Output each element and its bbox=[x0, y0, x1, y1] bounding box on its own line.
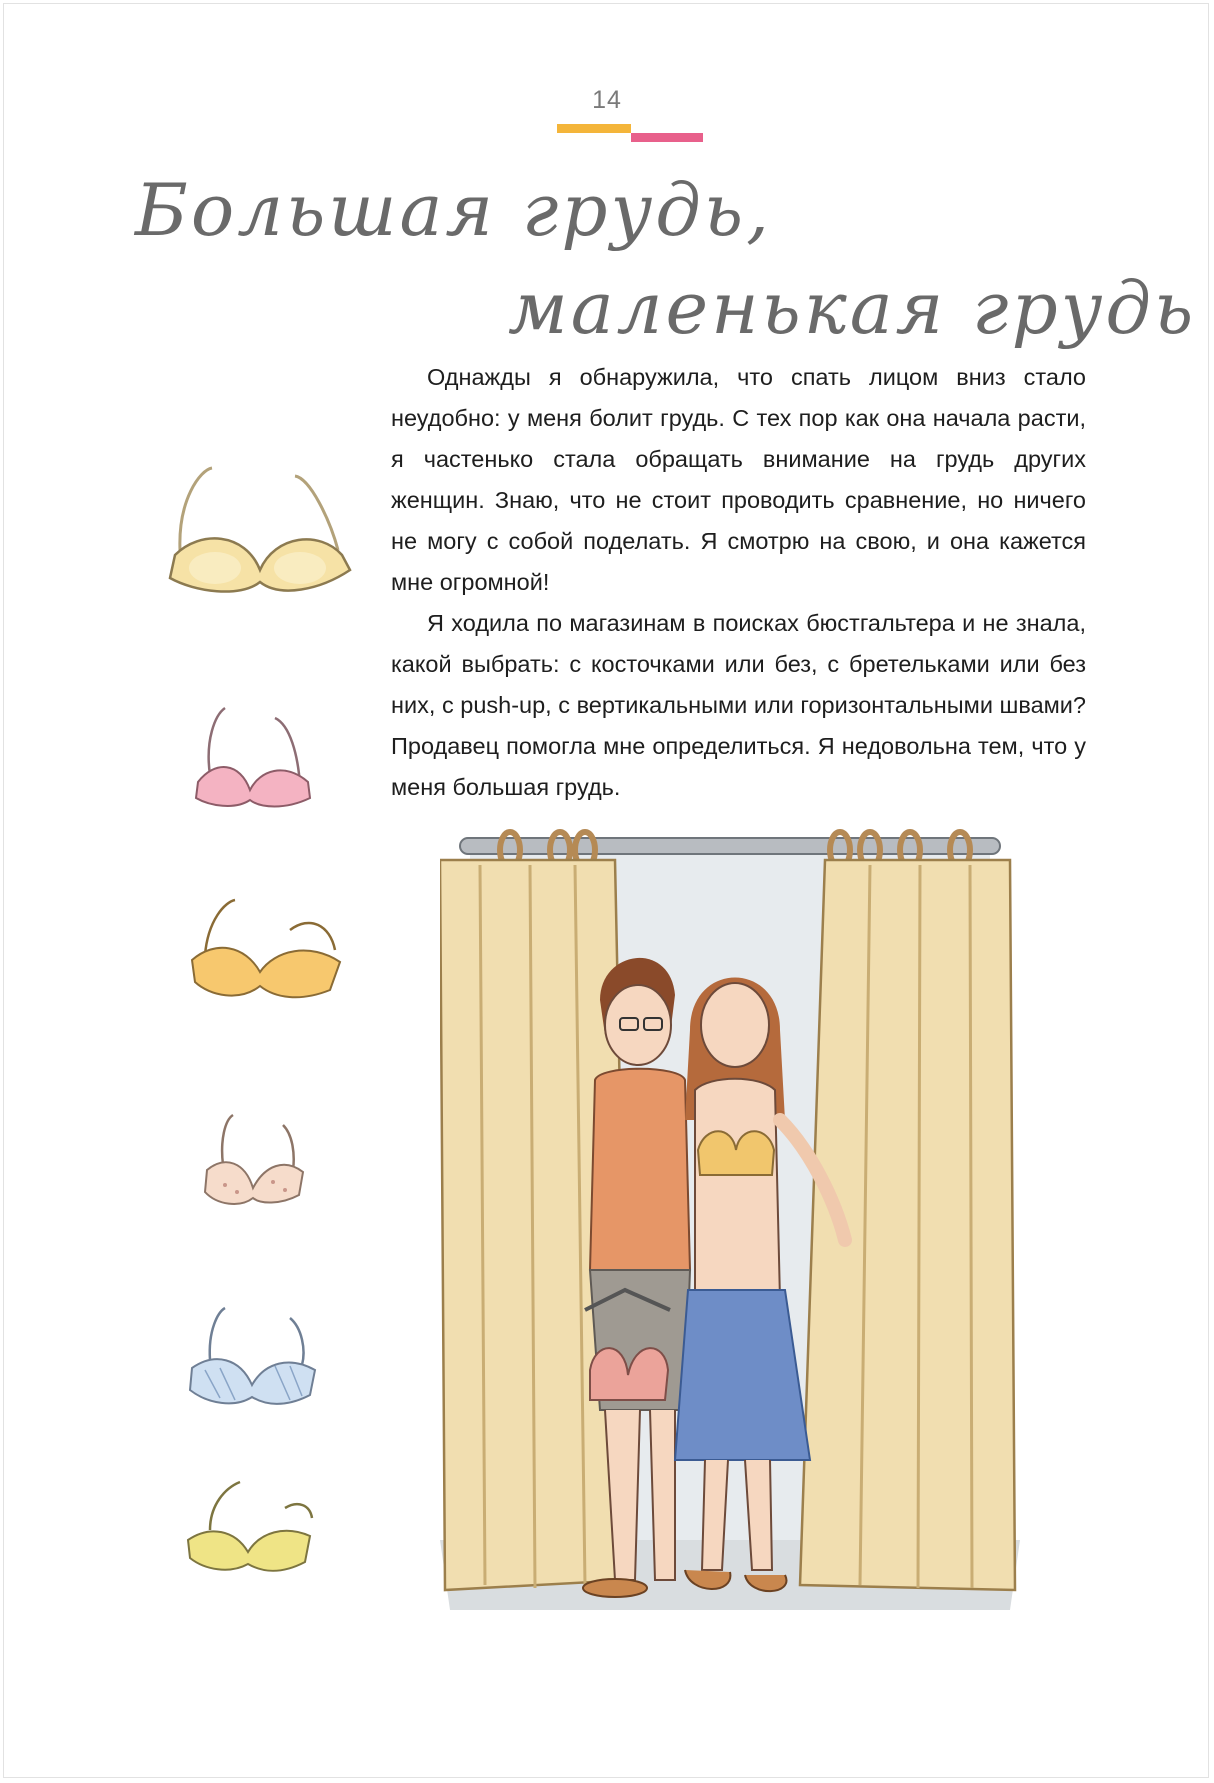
right-curtain bbox=[800, 860, 1015, 1590]
body-text bbox=[391, 357, 1086, 808]
orange-bra-icon bbox=[180, 890, 360, 1010]
accent-rule-pink bbox=[631, 133, 703, 142]
paragraph-2: Я ходила по магазинам в поисках бюстгальтера и не знала, какой выбрать: с косточками или без, с бретельками или без них, с push-up, с вертикальными или горизонтальными швами? Продавец помогла мне определиться. Я недовольна тем, что у меня большая грудь. bbox=[391, 610, 1086, 800]
fitting-room-illustration bbox=[440, 820, 1020, 1610]
page-title-line-1: Большая грудь, bbox=[135, 168, 772, 252]
striped-blue-bra-icon bbox=[180, 1300, 330, 1420]
beige-bra-icon bbox=[160, 460, 360, 600]
polka-dot-bra-icon bbox=[195, 1110, 315, 1220]
paragraph-1: Однажды я обнаружила, что спать лицом вниз стало неудобно: у меня болит грудь. С тех пор как она начала расти, я частенько стала обращать внимание на грудь других женщин. Знаю, что не стоит проводить сравнение, но ничего не могу с собой поделать. Я смотрю на свою, и она кажется мне огромной! bbox=[391, 364, 1086, 595]
pink-bra-icon bbox=[180, 700, 340, 820]
yellow-bra-icon bbox=[180, 1470, 330, 1590]
accent-rule-orange bbox=[557, 124, 631, 133]
page-number: 14 bbox=[592, 86, 622, 114]
page-title-line-2: маленькая грудь bbox=[508, 266, 1197, 350]
